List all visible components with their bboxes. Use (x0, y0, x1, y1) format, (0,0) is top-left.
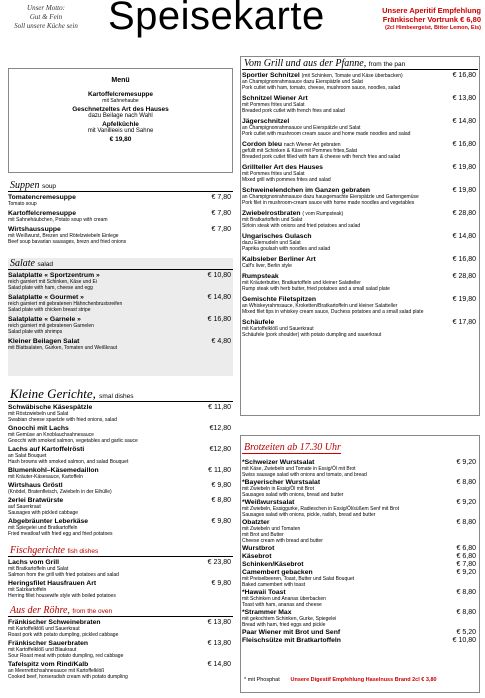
item-title: Kartoffelcremesuppe (8, 210, 76, 217)
item-title: Salatplatte « Gourmet » (8, 294, 84, 301)
item-description: an Salat Bouquet (8, 453, 47, 459)
item-description: mit Pommes frites und Salat (242, 102, 305, 108)
item-description: Tomato soup (8, 201, 37, 207)
menu-item (242, 499, 478, 518)
item-title: *Weißwurstsalat (242, 499, 295, 506)
menu-lines (9, 91, 232, 144)
item-description: Baked camembert with toast (242, 582, 306, 588)
item-price: € 19,80 (452, 187, 476, 194)
item-price: € 28,80 (452, 273, 476, 280)
menu-item (8, 226, 233, 245)
item-price: € 23,80 (207, 559, 231, 566)
aperitif-sub: (2cl Himbeergeist, Bitter Lemon, Eis) (385, 25, 481, 31)
item-price: € 11,80 (208, 404, 231, 411)
menu-line: Kartoffelcremesuppe (87, 90, 154, 98)
menu-item (242, 569, 478, 588)
menu-item (8, 518, 233, 537)
item-price: € 9,20 (456, 499, 476, 506)
item-price: € 14,80 (207, 661, 231, 668)
item-price: € 6,80 (456, 545, 476, 552)
section-heading-text: Suppen (10, 180, 40, 191)
item-name (8, 316, 193, 323)
menu-item (8, 559, 233, 578)
item-description: mit Preiselbeeren, Toast, Butter und Salat Bouquet (242, 576, 355, 582)
menu-item (242, 637, 478, 644)
item-title: *Strammer Max (242, 609, 292, 616)
menu-box (8, 68, 233, 173)
item-description: reich garniert mit gebratenen Hähnchenbrustsreifen (8, 301, 123, 307)
menu-item (242, 72, 478, 91)
item-title: *Bayerischer Wurstsalat (242, 479, 321, 486)
item-description: Swiss sausage salad with onions and tomato, and bread (242, 472, 367, 478)
item-name (8, 226, 193, 233)
menu-item (242, 256, 478, 269)
item-description: mit Zwiebeln in Essig/Öl mit Brot (242, 486, 314, 492)
section-heading-text: Fischgerichte (10, 545, 65, 556)
item-description: Swabian cheese spaetzle with fried onions, salad (8, 417, 117, 423)
item-description: mit Schinken und Ananas überbacken (242, 596, 326, 602)
section-heading-sub: soup (41, 183, 57, 190)
menu-item (242, 561, 478, 568)
item-description: mit Blattsalaten, Gurken, Tomaten und Weißkraut (8, 345, 118, 351)
section-grill (242, 58, 478, 342)
item-description: mit Zwiebeln und Tomaten (242, 526, 301, 532)
item-description: mit Gemüse an Knoblauchsahnesauce (8, 432, 94, 438)
item-description: Gnocchi with smoked salmon, vegetables and garlic sauce (8, 438, 138, 444)
menu-item (8, 272, 233, 291)
menu-item (242, 589, 478, 608)
item-price: € 8,80 (456, 519, 476, 526)
menu-line: Geschnetzeltes Art des Hauses (72, 105, 169, 113)
item-price: € 6,80 (456, 553, 476, 560)
item-description: (Knödel, Bratenfleisch, Zwiebeln in der Eihülle) (8, 489, 112, 495)
item-title: Obatzter (242, 519, 270, 526)
item-description: Pork filet in mushroom-cream sauce with home made noodles and vegetables (242, 200, 415, 206)
menu-item (8, 446, 233, 465)
item-description: Toast with ham, ananas and cheese (242, 602, 322, 608)
menu-item (8, 316, 233, 335)
item-description: mit Kartoffelklöß und Blaukraut (8, 647, 77, 653)
item-description: mit Pommes frites und Salat (242, 171, 305, 177)
item-title: Camembert gebacken (242, 569, 313, 576)
item-description: Sausages salad with onions, bread and butter (242, 492, 344, 498)
item-title: Käsebrot (242, 553, 272, 560)
item-price: € 8,80 (456, 479, 476, 486)
item-description: mit Weißwurst, Brezen und Rötelzwiebeln Einlege (8, 233, 119, 239)
item-description: an Champignonrahmsauce und Eierspätzle und Salat (242, 125, 361, 131)
item-description: Beef soup bavarian sausages, brezn and fried onions (8, 239, 127, 245)
menu-item (242, 319, 478, 338)
item-name (8, 210, 193, 217)
item-description: an Champignonrahmsauce dazu Eierspätzle und Salat (242, 79, 363, 85)
item-description: Salmon from the grill with fried potatoes and salad (8, 572, 119, 578)
section-heading (8, 180, 233, 192)
menu-line: mit Sahnehaube (102, 98, 139, 104)
item-name (242, 210, 438, 217)
item-description: Breaded pork cutlet filled with ham & cheese with french fries and salad (242, 154, 401, 160)
item-price: € 8,80 (456, 609, 476, 616)
menu-item (8, 425, 233, 444)
section-heading (8, 605, 233, 617)
item-title: Paar Wiener mit Brot und Senf (242, 629, 341, 636)
item-name (242, 95, 438, 102)
aperitif-line: Unsere Aperitif Empfehlung (382, 6, 481, 15)
item-title: Schnitzel Wiener Art (242, 95, 308, 102)
motto-line: Soll unsere Küche sein (14, 22, 78, 30)
item-description: Sausages with pickled cabbage (8, 510, 79, 516)
item-extra: (mit Schinken, Tomate und Käse überbacken) (301, 73, 403, 79)
item-description: Herring fillet housewife style with boiled potatoes (8, 593, 116, 599)
section-heading-sub: salad (37, 261, 54, 268)
item-description: reich garniert mit Schinken, Käse und Ei (8, 279, 97, 285)
item-description: mit Röstzwiebeln und Salat (8, 411, 69, 417)
item-description: Hash browns with smoked salmon, and salad Bouquet (8, 459, 129, 465)
item-title: Schäufele (242, 319, 275, 326)
item-price: € 14,80 (452, 233, 476, 240)
item-name (242, 233, 438, 240)
menu-item (8, 482, 233, 495)
item-price: € 13,80 (452, 95, 476, 102)
item-description: Roast pork with potato dumpling, pickled cabbage (8, 632, 119, 638)
item-title: Wirtshaus Gröstl (8, 482, 63, 489)
section-heading-text: Vom Grill und aus der Pfanne, (244, 58, 367, 69)
item-price: €12,80 (209, 425, 231, 432)
menu-item (242, 187, 478, 206)
item-name (8, 294, 193, 301)
item-price: € 7,80 (211, 226, 231, 233)
item-price: € 7,80 (456, 561, 476, 568)
item-description: an Champignonrahmsauce dazu hausgemachte Eierspätzle und Gartengemüse (242, 194, 419, 200)
item-description: mit gekochtem Schinken, Gurke, Spiegelei (242, 616, 337, 622)
menu-item (242, 479, 478, 498)
item-extra: nach Wiener Art gebraten (283, 142, 341, 148)
item-price: € 19,80 (452, 164, 476, 171)
item-price: € 28,80 (452, 210, 476, 217)
item-description: Fried meatloaf with fried egg and fried potatoes (8, 531, 113, 537)
menu-item (242, 296, 478, 315)
item-description: Salad plate with chicken breast stripe (8, 307, 91, 313)
item-extra: ( vom Rumpsteak) (302, 211, 344, 217)
item-name (242, 72, 438, 79)
item-name (8, 619, 193, 626)
item-title: Wirtshaussuppe (8, 226, 61, 233)
section-heading (8, 545, 233, 557)
item-description: mit Sahnehäubchen, Potato soup with cream (8, 217, 108, 223)
item-description: mit Bratkartoffeln und Salat (242, 217, 303, 223)
item-title: Fränkischer Sauerbraten (8, 640, 89, 647)
item-title: Heringsfilet Hausfrauen Art (8, 580, 97, 587)
footer-note (244, 677, 476, 683)
motto-line: Gut & Fein (29, 13, 63, 21)
item-name (242, 141, 438, 148)
item-description: Cheese cream with bread and butter (242, 538, 323, 544)
item-description: mit Spiegelei und Bratkartoffeln (8, 525, 78, 531)
menu-item (242, 459, 478, 478)
item-name (8, 559, 193, 566)
item-price: € 16,80 (452, 72, 476, 79)
menu-line: dazu Beilage nach Wahl (88, 113, 153, 119)
item-title: Sportler Schnitzel (242, 72, 300, 79)
section-heading-sub: from the pan (368, 61, 406, 68)
item-description: an Whiskeyrahmsauce, Kroketten/Bratkartoffeln und kleiner Salatteller (242, 303, 398, 309)
section-heading-sub: fish dishes (67, 548, 99, 555)
menu-item (8, 294, 233, 313)
aperitif-recommendation (351, 6, 481, 32)
item-description: Salad plate with ham, cheese and egg (8, 285, 93, 291)
item-title: Schweinelendchen im Ganzen gebraten (242, 187, 371, 194)
item-price: € 9,80 (211, 482, 231, 489)
item-title: *Hawaii Toast (242, 589, 286, 596)
item-name (242, 273, 438, 280)
menu-item (8, 467, 233, 480)
item-title: 2erlei Bratwürste (8, 497, 64, 504)
item-name (8, 518, 193, 525)
menu-title: Menü (111, 77, 130, 84)
item-title: Fränkischer Schweinebraten (8, 619, 101, 626)
item-price: € 9,80 (211, 518, 231, 525)
item-price: € 9,20 (456, 459, 476, 466)
digestif-recommendation: Unsere Digestif Empfehlung Haselnuss Brand 2cl € 3,80 (290, 677, 437, 683)
item-price: € 7,80 (211, 194, 231, 201)
item-name (242, 187, 438, 194)
item-description: Sausages salad with onions, pickle, radish, bread and butter (242, 512, 376, 518)
item-description: Pork cutlet with ham, tomato, cheese, mushroom sauce, noodles, salad (242, 85, 401, 91)
item-description: mit Kartoffelklöß und Sauerkraut (8, 626, 80, 632)
menu-item (8, 619, 233, 638)
section-brotzeit (242, 437, 478, 645)
section-heading-sub: from the oven (72, 608, 113, 615)
menu-item (242, 553, 478, 560)
menu-item (242, 164, 478, 183)
item-description: auf Sauerkraut (8, 504, 41, 510)
menu-line: Apfelküchle (102, 120, 139, 128)
item-title: Gemischte Filetspitzen (242, 296, 317, 303)
item-price: € 10,80 (452, 637, 476, 644)
item-title: Fleischsülze mit Bratkartoffeln (242, 637, 341, 644)
menu-item (242, 545, 478, 552)
item-description: dazu Eiernudeln und Salat (242, 240, 301, 246)
item-price: € 14,80 (452, 118, 476, 125)
aperitif-line: Fränkischer Vortrunk € 6,80 (382, 15, 481, 24)
item-title: Ungarisches Gulasch (242, 233, 312, 240)
item-price: € 8,80 (456, 589, 476, 596)
item-name (8, 497, 193, 504)
item-description: mit Bratkartoffeln und Salat (8, 566, 69, 572)
item-price: €12,80 (209, 446, 231, 453)
item-price: € 13,80 (207, 619, 231, 626)
section-heading-sub: smal dishes (99, 393, 134, 400)
item-name (8, 640, 193, 647)
item-title: Tafelspitz vom Rind/Kalb (8, 661, 89, 668)
item-description: mit Kartoffelklöß und Sauerkraut (242, 326, 314, 332)
item-price: € 8,80 (211, 497, 231, 504)
menu-item (242, 95, 478, 114)
menu-item (8, 404, 233, 423)
menu-item (8, 580, 233, 599)
item-title: Rumpsteak (242, 273, 279, 280)
item-title: Schwäbische Käsespätzle (8, 404, 93, 411)
item-name (242, 296, 438, 303)
item-title: Jägerschnitzel (242, 118, 290, 125)
item-title: Zwiebelrostbraten (242, 210, 301, 217)
item-name (8, 338, 193, 345)
item-description: Mixed grill with pommes frites and salad (242, 177, 331, 183)
menu-item (242, 629, 478, 636)
item-title: Lachs vom Grill (8, 559, 59, 566)
item-description: Schäufele (pork shoulder) with potato dumpling and sauerkraut (242, 332, 382, 338)
item-price: € 16,80 (452, 141, 476, 148)
section-aus-der-roehre (8, 605, 233, 682)
menu-item (8, 194, 233, 207)
item-description: mit Kräuterbutter, Bratkartoffeln und kleiner Salatteller (242, 280, 361, 286)
menu-item (242, 118, 478, 137)
item-price: € 9,20 (456, 569, 476, 576)
item-title: Abgebräunter Leberkäse (8, 518, 89, 525)
section-fischgerichte (8, 545, 233, 601)
item-price: € 13,80 (207, 640, 231, 647)
item-price: € 14,80 (207, 294, 231, 301)
motto (6, 4, 86, 31)
item-title: Gnocchi mit Lachs (8, 425, 69, 432)
item-description: Paprika goulash with noodles and salad (242, 246, 331, 252)
item-price: € 10,80 (207, 272, 231, 279)
item-name (8, 404, 193, 411)
item-description: Mixed filet tips in whiskey cream sauce, Duchess potatoes and a small salad plate (242, 309, 424, 315)
item-name (8, 446, 193, 453)
item-description: gefüllt mit Schinken & Käse mit Pommes frites,Salat (242, 148, 358, 154)
item-title: Kalbsleber Berliner Art (242, 256, 316, 263)
item-description: Bread with ham, fried eggs and pickle (242, 622, 326, 628)
item-name (8, 425, 193, 432)
menu-item (242, 233, 478, 252)
item-price: € 7,80 (211, 210, 231, 217)
menu-item (242, 273, 478, 292)
item-description: reich garniert mit gebratenen Garnelen (8, 323, 94, 329)
item-price: € 16,80 (452, 256, 476, 263)
phosphate-note: * mit Phosphat (244, 677, 280, 683)
menu-item (8, 210, 233, 223)
menu-item (8, 661, 233, 680)
section-heading (8, 386, 233, 402)
item-title: Wurstbrot (242, 545, 275, 552)
item-title: Lachs auf Kartoffelrösti (8, 446, 85, 453)
item-description: mit Kräuter-Käsesauce, Kartoffeln (8, 474, 83, 480)
item-name (242, 164, 438, 171)
item-title: Cordon bleu (242, 141, 283, 148)
item-description: Sour Roast meat with potato dumpling, red cabbage (8, 653, 124, 659)
menu-item (8, 640, 233, 659)
item-price: € 4,80 (211, 338, 231, 345)
item-price: € 19,80 (452, 296, 476, 303)
menu-item (242, 519, 478, 544)
menu-item (242, 210, 478, 229)
section-kleine-gerichte (8, 386, 233, 539)
item-description: mit Salzkartoffeln (8, 587, 47, 593)
item-description: mit Brot und Butter (242, 532, 284, 538)
page-title: Speisekarte (108, 0, 325, 38)
menu-item (242, 141, 478, 160)
item-description: mit Zwiebeln, Essiggurke, Radieschen in Essig/Öl/süßem Senf mit Brot (242, 506, 400, 512)
item-title: Tomatencremesuppe (8, 194, 76, 201)
item-title: Salatplatte « Garnele » (8, 316, 81, 323)
menu-line: mit Vanilleeis und Sahne (87, 128, 154, 134)
section-heading-text: Aus der Röhre, (10, 605, 70, 616)
item-title: Blumenkohl–Käsemedaillon (8, 467, 99, 474)
item-name (242, 319, 438, 326)
item-description: Sirloin steak with onions and fried potatoes and salad (242, 223, 361, 229)
item-name (242, 256, 438, 263)
item-name (8, 580, 193, 587)
item-name (8, 661, 193, 668)
menu-item (8, 338, 233, 351)
section-salate (8, 258, 233, 376)
item-description: Pork cutlet with mushroom cream sauce and home made noodles and salad (242, 131, 411, 137)
section-heading (8, 258, 233, 270)
item-price: € 16,80 (207, 316, 231, 323)
item-title: Grillteller Art des Hauses (242, 164, 323, 171)
item-title: Salatplatte « Sportzentrum » (8, 272, 100, 279)
item-name (8, 194, 193, 201)
item-title: Kleiner Beilagen Salat (8, 338, 80, 345)
item-description: an Meerrettichsahnesauce mit Kartoffelklöß (8, 668, 105, 674)
item-description: Salad plate with shrimps (8, 329, 63, 335)
item-price: € 17,80 (452, 319, 476, 326)
item-description: Breaded pork cutlet with french fries and salad (242, 108, 345, 114)
item-price: € 9,80 (211, 580, 231, 587)
item-name (242, 118, 438, 125)
item-name (8, 482, 193, 489)
section-heading: Brotzeiten ab 17.30 Uhr (244, 442, 341, 453)
menu-item (8, 497, 233, 516)
section-heading (242, 58, 478, 70)
item-name (8, 467, 193, 474)
menu-item (242, 609, 478, 628)
item-description: mit Käse, Zwiebeln und Tomate in Essig/Öl mit Brot (242, 466, 356, 472)
item-title: *Schweizer Wurstsalat (242, 459, 315, 466)
item-description: Calf's liver, Berlin style (242, 263, 292, 269)
item-title: Schinken/Käsebrot (242, 561, 304, 568)
item-description: Rump steak with herb butter, fried potatoes and a small salad plate (242, 286, 390, 292)
item-price: € 5,20 (456, 629, 476, 636)
section-heading-text: Salate (10, 258, 35, 269)
section-suppen (8, 180, 233, 248)
motto-line: Unser Motto: (27, 4, 65, 12)
item-price: € 11,80 (208, 467, 231, 474)
menu-line: € 19,80 (109, 135, 132, 143)
item-description: Cooked beef, horseradish cream with potato dumpling (8, 674, 128, 680)
item-name (8, 272, 193, 279)
section-heading-text: Kleine Gerichte, (10, 386, 96, 401)
